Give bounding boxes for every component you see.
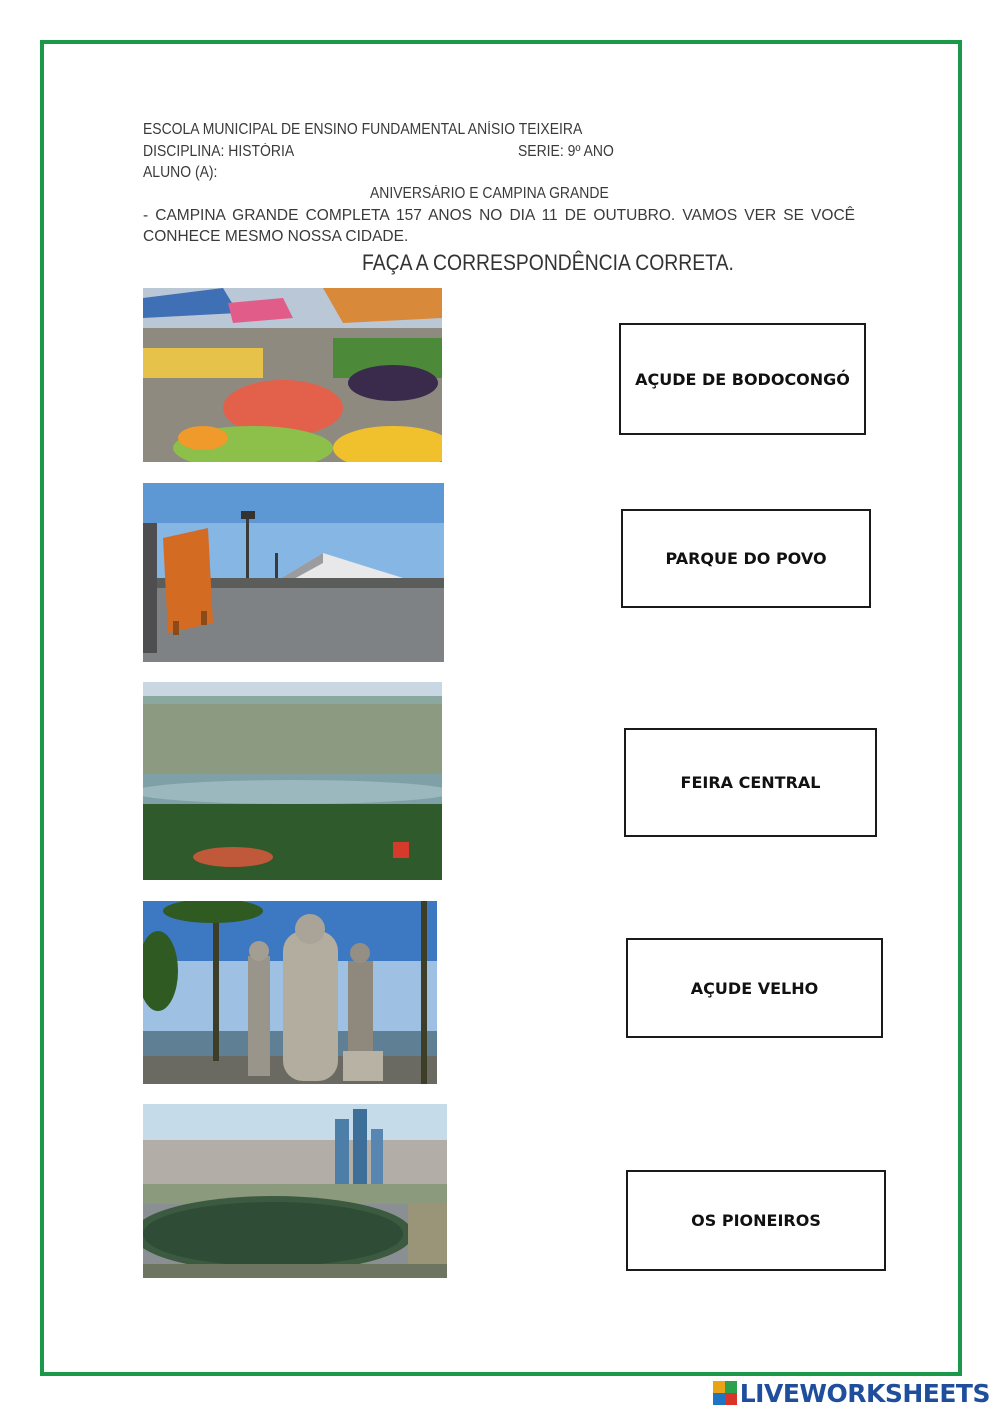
grade: SERIE: 9º ANO [518,143,614,160]
option-os-pioneiros[interactable]: OS PIONEIROS [626,1170,886,1271]
park-photo [143,483,444,662]
city-lake-photo [143,1104,447,1278]
intro-text: - CAMPINA GRANDE COMPLETA 157 ANOS NO DIA 11 DE OUTUBRO. VAMOS VER SE VOCÊ CONHECE MESMO NOSSA CIDADE. [143,207,855,245]
student-field: ALUNO (A): [143,164,218,181]
market-photo [143,288,442,462]
option-parque-do-povo[interactable]: PARQUE DO POVO [621,509,871,608]
option-acude-de-bodocongo[interactable]: AÇUDE DE BODOCONGÓ [619,323,866,435]
option-feira-central[interactable]: FEIRA CENTRAL [624,728,877,837]
discipline: DISCIPLINA: HISTÓRIA [143,143,295,160]
statues-photo [143,901,437,1084]
brand-text: LIVEWORKSHEETS [739,1378,990,1408]
lake-city-photo [143,682,442,880]
liveworksheets-logo [713,1378,990,1408]
liveworksheets-icon [713,1381,737,1405]
subject-title: ANIVERSÁRIO E CAMPINA GRANDE [370,185,609,202]
instruction-title: FAÇA A CORRESPONDÊNCIA CORRETA. [362,250,734,275]
school-name: ESCOLA MUNICIPAL DE ENSINO FUNDAMENTAL ANÍSIO TEIXEIRA [143,121,583,138]
option-acude-velho[interactable]: AÇUDE VELHO [626,938,883,1038]
